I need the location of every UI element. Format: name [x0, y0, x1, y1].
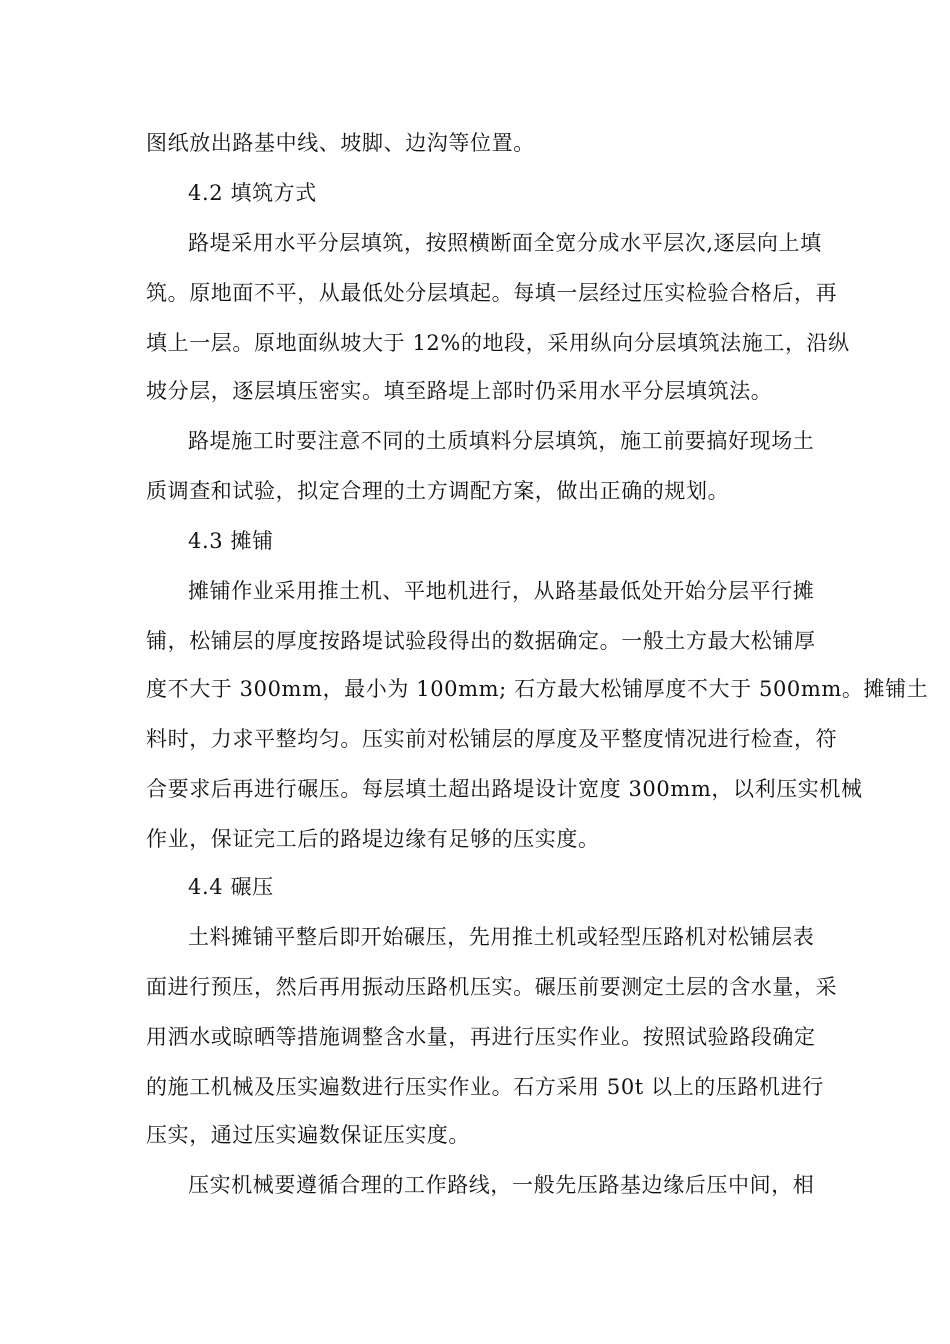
paragraph-line: 合要求后再进行碾压。每层填土超出路堤设计宽度 300mm，以利压实机械 [146, 777, 863, 801]
paragraph-line: 压实机械要遵循合理的工作路线，一般先压路基边缘后压中间，相 [188, 1173, 815, 1197]
paragraph-line: 度不大于 300mm，最小为 100mm; 石方最大松铺厚度不大于 500mm。摊铺土 [146, 677, 929, 701]
paragraph-line: 摊铺作业采用推土机、平地机进行，从路基最低处开始分层平行摊 [188, 579, 815, 603]
section-heading-4-3: 4.3 摊铺 [188, 529, 274, 553]
paragraph-line: 用洒水或晾晒等措施调整含水量，再进行压实作业。按照试验路段确定 [146, 1025, 816, 1049]
paragraph-line: 质调查和试验，拟定合理的土方调配方案，做出正确的规划。 [146, 479, 730, 503]
paragraph-line: 路堤采用水平分层填筑，按照横断面全宽分成水平层次,逐层向上填 [188, 231, 822, 255]
section-heading-4-4: 4.4 碾压 [188, 875, 274, 899]
section-heading-4-2: 4.2 填筑方式 [188, 181, 317, 205]
paragraph-line: 筑。原地面不平，从最低处分层填起。每填一层经过压实检验合格后，再 [146, 281, 838, 305]
paragraph-line: 图纸放出路基中线、坡脚、边沟等位置。 [146, 131, 535, 155]
paragraph-line: 坡分层，逐层填压密实。填至路堤上部时仍采用水平分层填筑法。 [146, 379, 773, 403]
paragraph-line: 土料摊铺平整后即开始碾压，先用推土机或轻型压路机对松铺层表 [188, 925, 815, 949]
paragraph-line: 压实，通过压实遍数保证压实度。 [146, 1123, 470, 1147]
paragraph-line: 填上一层。原地面纵坡大于 12%的地段，采用纵向分层填筑法施工，沿纵 [146, 331, 850, 355]
paragraph-line: 面进行预压，然后再用振动压路机压实。碾压前要测定土层的含水量，采 [146, 975, 838, 999]
paragraph-line: 作业，保证完工后的路堤边缘有足够的压实度。 [146, 827, 600, 851]
paragraph-line: 的施工机械及压实遍数进行压实作业。石方采用 50t 以上的压路机进行 [146, 1075, 824, 1099]
paragraph-line: 路堤施工时要注意不同的土质填料分层填筑，施工前要搞好现场土 [188, 429, 815, 453]
paragraph-line: 铺，松铺层的厚度按路堤试验段得出的数据确定。一般土方最大松铺厚 [146, 629, 816, 653]
paragraph-line: 料时，力求平整均匀。压实前对松铺层的厚度及平整度情况进行检查，符 [146, 727, 838, 751]
